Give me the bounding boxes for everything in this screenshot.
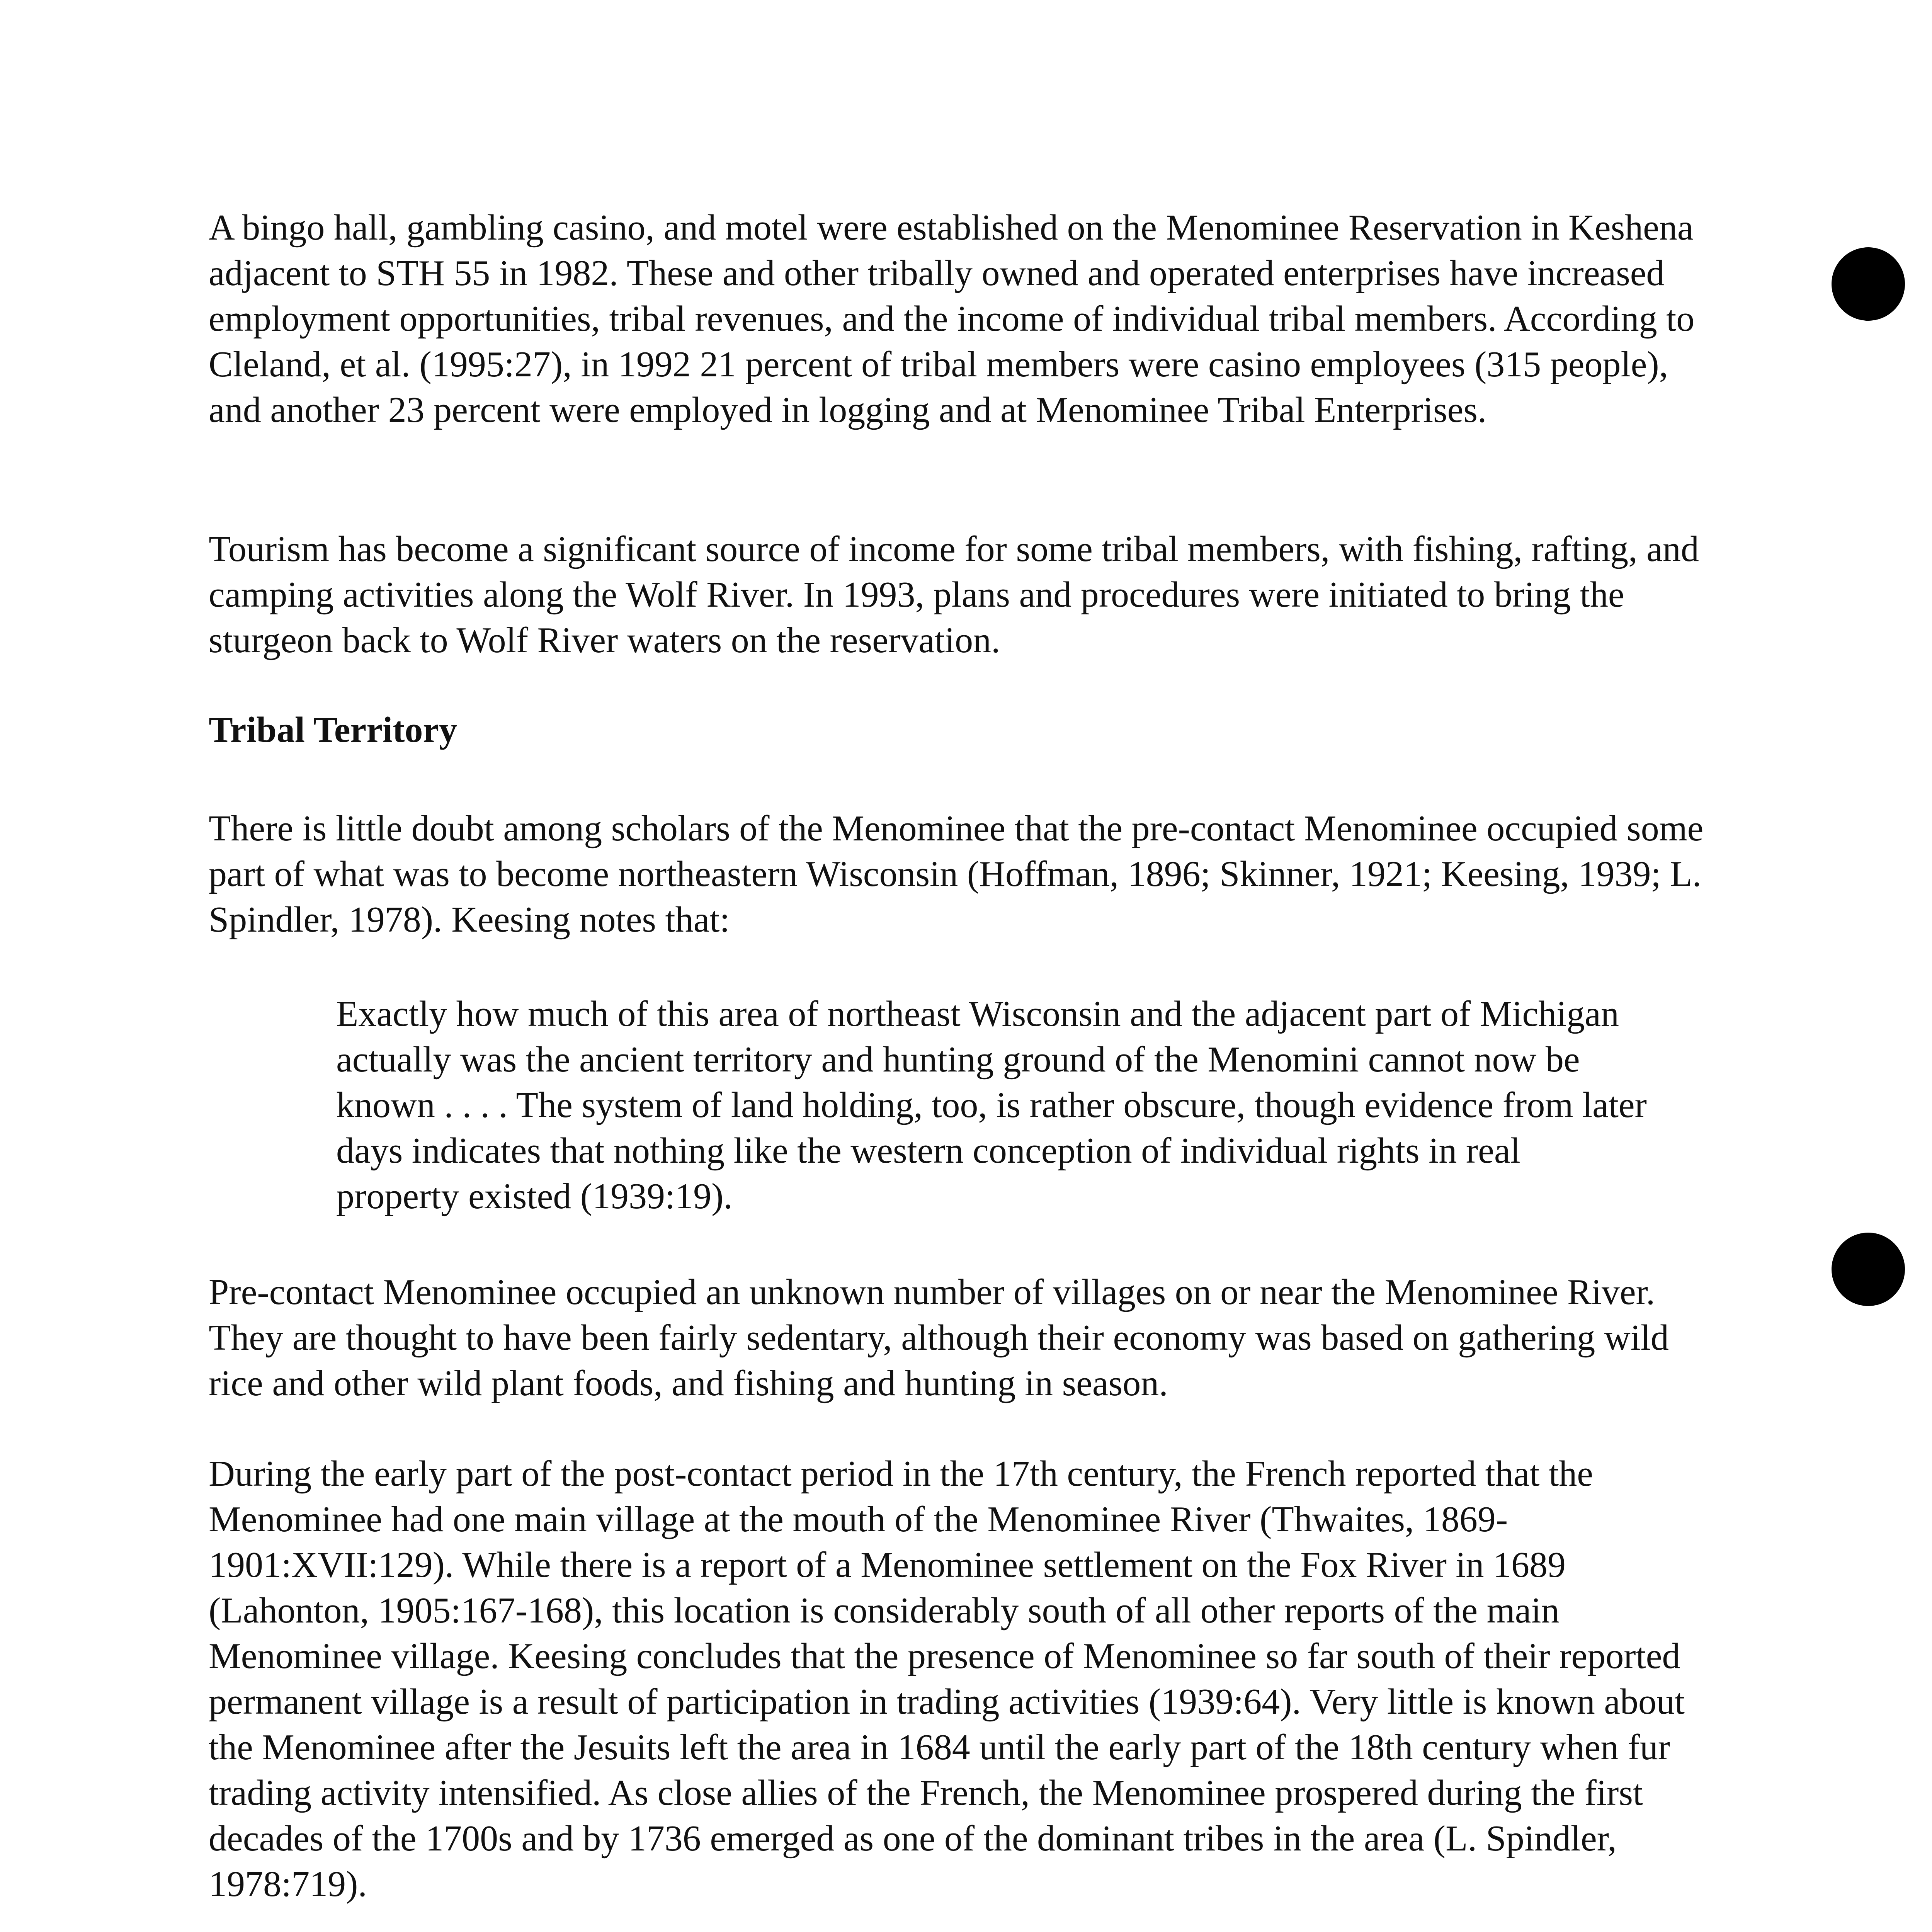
paragraph-post-contact: During the early part of the post-contact period in the 17th century, the French reported that the Menominee had one main village at the mouth of the Menominee River (Thwaites, 1869-1901:XVII:129). While there is a report of a Menominee settlement on the Fox River in 1689 (Lahonton, 1905:167-168), this location is considerably south of all other reports of the main Menominee village. Keesing concludes that the presence of Menominee so far south of their reported permanent village is a result of participation in trading activities (1939:64). Very little is known about the Menominee after the Jesuits left the area in 1684 until the early part of the 18th century when fur trading activity intensified. As close allies of the French, the Menominee prospered during the first decades of the 1700s and by 1736 emerged as one of the dominant tribes in the area (L. Spindler, 1978:719). bbox=[209, 1454, 1685, 1904]
punch-hole-middle bbox=[1832, 1233, 1905, 1306]
paragraph-pre-contact: Pre-contact Menominee occupied an unknown number of villages on or near the Menominee River. They are thought to have been fairly sedentary, although their economy was based on gathering wild rice and other wild plant foods, and fishing and hunting in season. bbox=[209, 1272, 1669, 1403]
block-quote: Exactly how much of this area of northeast Wisconsin and the adjacent part of Michigan actually was the ancient territory and hunting ground of the Menomini cannot now be known . . . . The system of land holding, too, is rather obscure, though evidence from later days indicates that nothing like the western conception of individual rights in real property existed (1939:19). bbox=[336, 994, 1647, 1216]
punch-hole-top bbox=[1832, 247, 1905, 321]
section-heading: Tribal Territory bbox=[209, 710, 457, 750]
paragraph-tourism: Tourism has become a significant source of income for some tribal members, with fishing, rafting, and camping activities along the Wolf River. In 1993, plans and procedures were initiated to bring the sturgeon back to Wolf River waters on the reservation. bbox=[209, 529, 1699, 660]
paragraph-scholars: There is little doubt among scholars of the Menominee that the pre-contact Menominee occupied some part of what was to become northeastern Wisconsin (Hoffman, 1896; Skinner, 1921; Keesing, 1939; L. Spindler, 1978). Keesing notes that: bbox=[209, 808, 1704, 940]
paragraph-casino: A bingo hall, gambling casino, and motel were established on the Menominee Reservation in Keshena adjacent to STH 55 in 1982. These and other tribally owned and operated enterprises have increased employment opportunities, tribal revenues, and the income of individual tribal members. According to Cleland, et al. (1995:27), in 1992 21 percent of tribal members were casino employees (315 people), and another 23 percent were employed in logging and at Menominee Tribal Enterprises. bbox=[209, 207, 1695, 430]
